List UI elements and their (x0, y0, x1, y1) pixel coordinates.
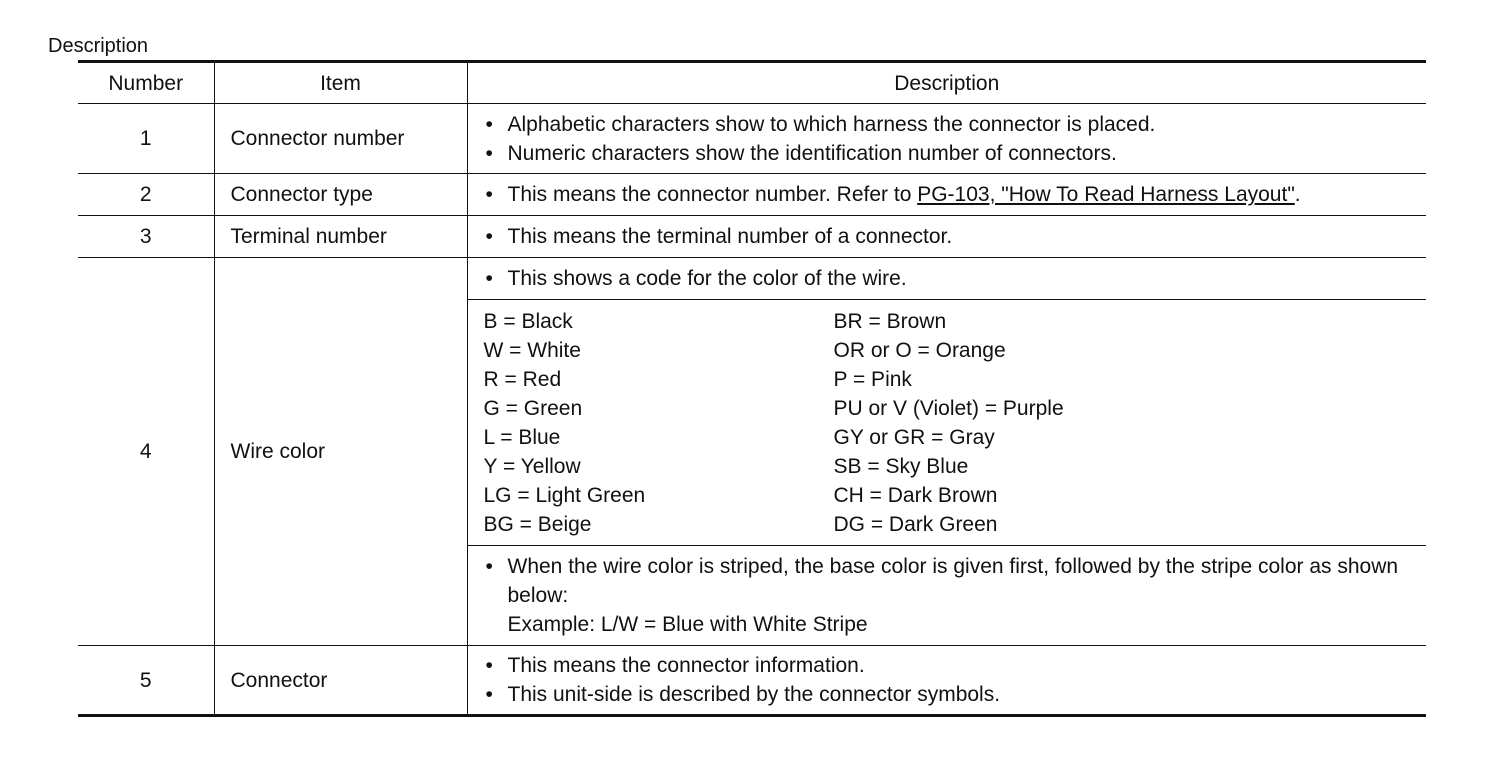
table-row (78, 104, 1426, 174)
table-row (78, 216, 1426, 258)
color-code: G = Green (483, 396, 583, 420)
color-code: SB = Sky Blue (833, 454, 969, 478)
color-code: CH = Dark Brown (833, 483, 998, 507)
row-item: Connector (214, 646, 467, 716)
row-number: 2 (78, 174, 214, 216)
color-codes-cell (467, 300, 1426, 546)
bullet-item (484, 552, 1419, 639)
description-table (78, 60, 1426, 717)
bullet-text-end: . (1294, 183, 1301, 206)
harness-layout-link[interactable]: PG-103, "How To Read Harness Layout" (917, 183, 1295, 206)
bullet-item: • This means the terminal number of a connector. (484, 222, 1419, 251)
row-item: Connector number (214, 104, 467, 174)
header-description: Description (467, 62, 1426, 104)
row-description (467, 104, 1426, 174)
bullet-item: • This means the connector information. (484, 651, 1419, 680)
color-code: BR = Brown (833, 309, 947, 333)
color-code: PU or V (Violet) = Purple (833, 396, 1064, 420)
row-number: 3 (78, 216, 214, 258)
stripe-note-cell (467, 546, 1426, 646)
color-code: L = Blue (483, 425, 561, 449)
header-item: Item (214, 62, 467, 104)
color-code: Y = Yellow (483, 454, 581, 478)
color-code: W = White (483, 338, 581, 362)
color-code: BG = Beige (483, 512, 592, 536)
bullet-item: • Numeric characters show the identification number of connectors. (484, 139, 1419, 168)
bullet-item (484, 180, 1419, 209)
row-description (467, 174, 1426, 216)
color-code: P = Pink (833, 367, 912, 391)
color-code: GY or GR = Gray (833, 425, 995, 449)
row-number: 5 (78, 646, 214, 716)
stripe-example: Example: L/W = Blue with White Stripe (507, 613, 868, 636)
header-row (78, 62, 1426, 104)
row-number: 4 (78, 258, 214, 646)
row-description (467, 216, 1426, 258)
table-row (78, 646, 1426, 716)
row-item: Wire color (214, 258, 467, 646)
color-code: OR or O = Orange (833, 338, 1006, 362)
row-item: Connector type (214, 174, 467, 216)
stripe-note: • When the wire color is striped, the base color is given first, followed by the stripe color as shown below: (507, 555, 1399, 607)
color-code: B = Black (483, 309, 573, 333)
row-description (467, 258, 1426, 300)
row-item: Terminal number (214, 216, 467, 258)
row-description (467, 646, 1426, 716)
table-row (78, 174, 1426, 216)
bullet-item: • This unit-side is described by the connector symbols. (484, 680, 1419, 709)
row-number: 1 (78, 104, 214, 174)
bullet-item: • Alphabetic characters show to which harness the connector is placed. (484, 110, 1419, 139)
bullet-text: This means the connector number. Refer to (507, 183, 918, 206)
color-code: LG = Light Green (483, 483, 646, 507)
section-title: Description (48, 35, 149, 57)
color-code: DG = Dark Green (833, 512, 998, 536)
header-number: Number (78, 62, 214, 104)
color-code-grid (484, 307, 1419, 539)
table-row (78, 258, 1426, 300)
color-code: R = Red (483, 367, 562, 391)
bullet-item: • This shows a code for the color of the wire. (484, 264, 1419, 293)
